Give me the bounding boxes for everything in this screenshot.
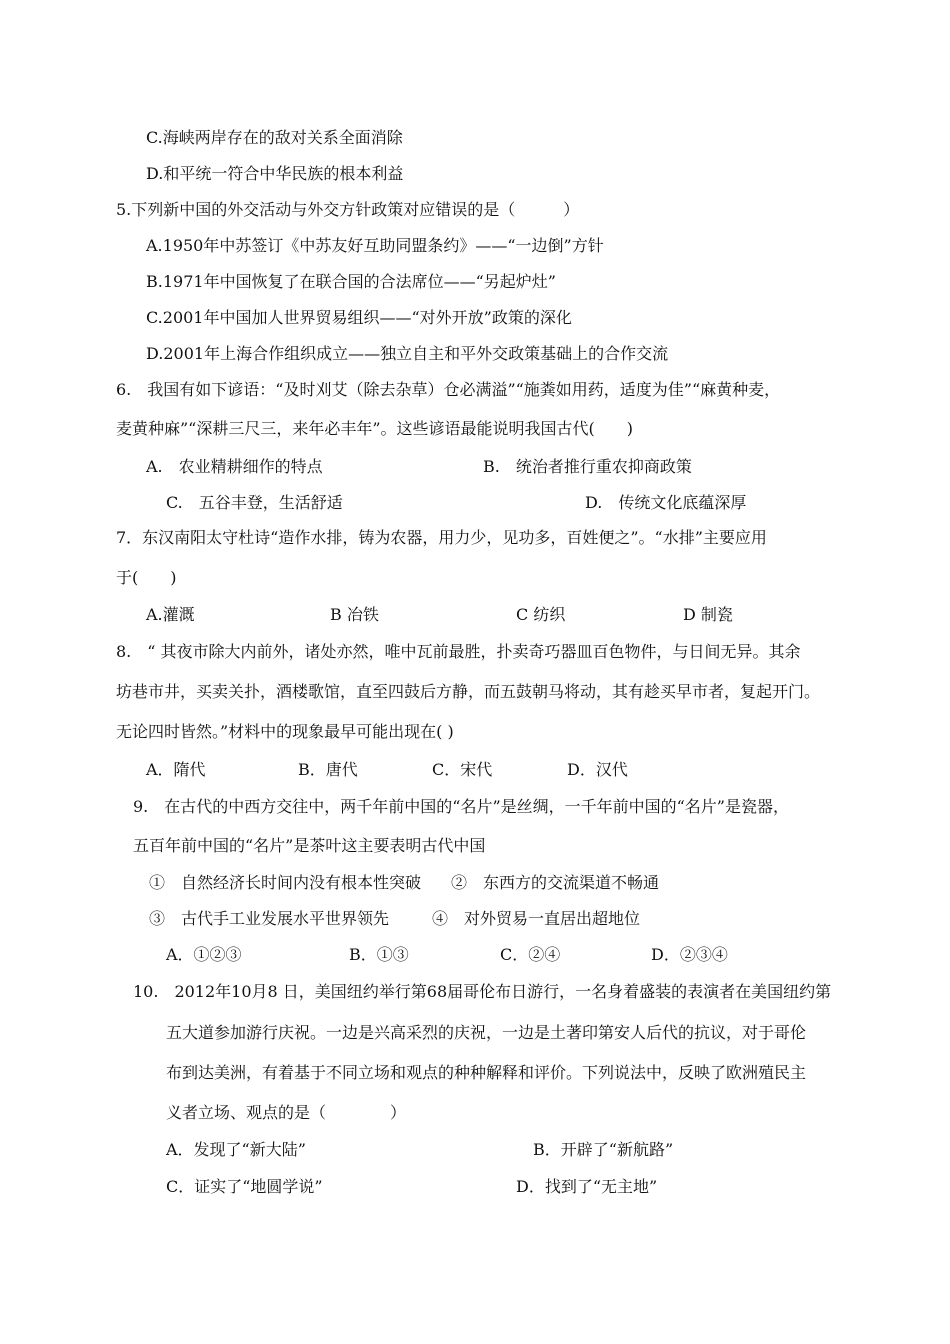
q8-option-c: C．宋代 — [432, 760, 493, 779]
q6-stem-line1: 6. 我国有如下谚语：“及时刈艾（除去杂草）仓必满溢”“施粪如用药，适度为佳”“麻黄种麦， — [116, 380, 781, 399]
q9-option-d: D．②③④ — [651, 945, 728, 964]
q5-option-d: D.2001年上海合作组织成立——独立自主和平外交政策基础上的合作交流 — [146, 344, 669, 363]
q5-option-a: A.1950年中苏签订《中苏友好互助同盟条约》——“一边倒”方针 — [146, 236, 604, 255]
q8-stem-line1: 8. “ 其夜市除大内前外，诸处亦然，唯中瓦前最胜，扑卖奇巧器皿百色物件，与日间无异。其余 — [116, 642, 801, 661]
q5-option-b: B.1971年中国恢复了在联合国的合法席位——“另起炉灶” — [146, 272, 556, 291]
q7-option-a: A.灌溉 — [146, 605, 195, 624]
q10-stem-line4: 义者立场、观点的是（ ） — [166, 1103, 407, 1122]
q8-stem-line2: 坊巷市井，买卖关扑，酒楼歌馆，直至四鼓后方静，而五鼓朝马将动，其有趁买早市者，复起开门。 — [116, 682, 821, 701]
q9-stem-line1: 9. 在古代的中西方交往中，两千年前中国的“名片”是丝绸，一千年前中国的“名片”是瓷器， — [133, 797, 789, 816]
q6-option-c: C. 五谷丰登，生活舒适 — [166, 493, 343, 512]
q10-option-a: A．发现了“新大陆” — [166, 1140, 306, 1159]
q10-option-b: B．开辟了“新航路” — [533, 1140, 674, 1159]
q9-item-4: ④ 对外贸易一直居出超地位 — [432, 909, 641, 928]
q9-item-3: ③ 古代手工业发展水平世界领先 — [149, 909, 390, 928]
q6-option-b: B. 统治者推行重农抑商政策 — [483, 457, 692, 476]
q9-option-c: C．②④ — [500, 945, 561, 964]
q10-option-c: C．证实了“地圆学说” — [166, 1177, 323, 1196]
q10-stem-line3: 布到达美洲，有着基于不同立场和观点的种种解释和评价。下列说法中，反映了欧洲殖民主 — [166, 1063, 807, 1082]
q9-item-2: ② 东西方的交流渠道不畅通 — [451, 873, 660, 892]
q10-option-d: D．找到了“无主地” — [516, 1177, 658, 1196]
q7-option-c: C 纺织 — [516, 605, 566, 624]
q7-stem-line2: 于( ) — [116, 568, 177, 587]
q9-stem-line2: 五百年前中国的“名片”是茶叶这主要表明古代中国 — [133, 836, 486, 855]
q5-stem: 5.下列新中国的外交活动与外交方针政策对应错误的是（ ） — [116, 200, 580, 219]
q7-option-b: B 冶铁 — [330, 605, 379, 624]
q8-option-d: D．汉代 — [567, 760, 628, 779]
q8-option-a: A．隋代 — [146, 760, 206, 779]
q9-option-a: A．①②③ — [166, 945, 242, 964]
q6-option-a: A. 农业精耕细作的特点 — [146, 457, 323, 476]
q4-option-c: C.海峡两岸存在的敌对关系全面消除 — [146, 128, 403, 147]
q4-option-d: D.和平统一符合中华民族的根本利益 — [146, 164, 404, 183]
q9-option-b: B．①③ — [349, 945, 409, 964]
q7-option-d: D 制瓷 — [683, 605, 733, 624]
q8-option-b: B．唐代 — [298, 760, 358, 779]
q9-item-1: ① 自然经济长时间内没有根本性突破 — [149, 873, 422, 892]
q8-stem-line3: 无论四时皆然。”材料中的现象最早可能出现在( ) — [116, 722, 454, 741]
q6-stem-line2: 麦黄种麻”“深耕三尺三，来年必丰年”。这些谚语最能说明我国古代( ) — [116, 419, 634, 438]
q10-stem-line1: 10. 2012年10月8 日，美国纽约举行第68届哥伦布日游行，一名身着盛装的表演者在美国纽约第 — [133, 982, 832, 1001]
q6-option-d: D. 传统文化底蕴深厚 — [585, 493, 747, 512]
q7-stem-line1: 7．东汉南阳太守杜诗“造作水排，铸为农器，用力少，见功多，百姓便之”。“水排”主要应用 — [116, 528, 767, 547]
q10-stem-line2: 五大道参加游行庆祝。一边是兴高采烈的庆祝，一边是土著印第安人后代的抗议，对于哥伦 — [166, 1023, 807, 1042]
q5-option-c: C.2001年中国加人世界贸易组织——“对外开放”政策的深化 — [146, 308, 572, 327]
